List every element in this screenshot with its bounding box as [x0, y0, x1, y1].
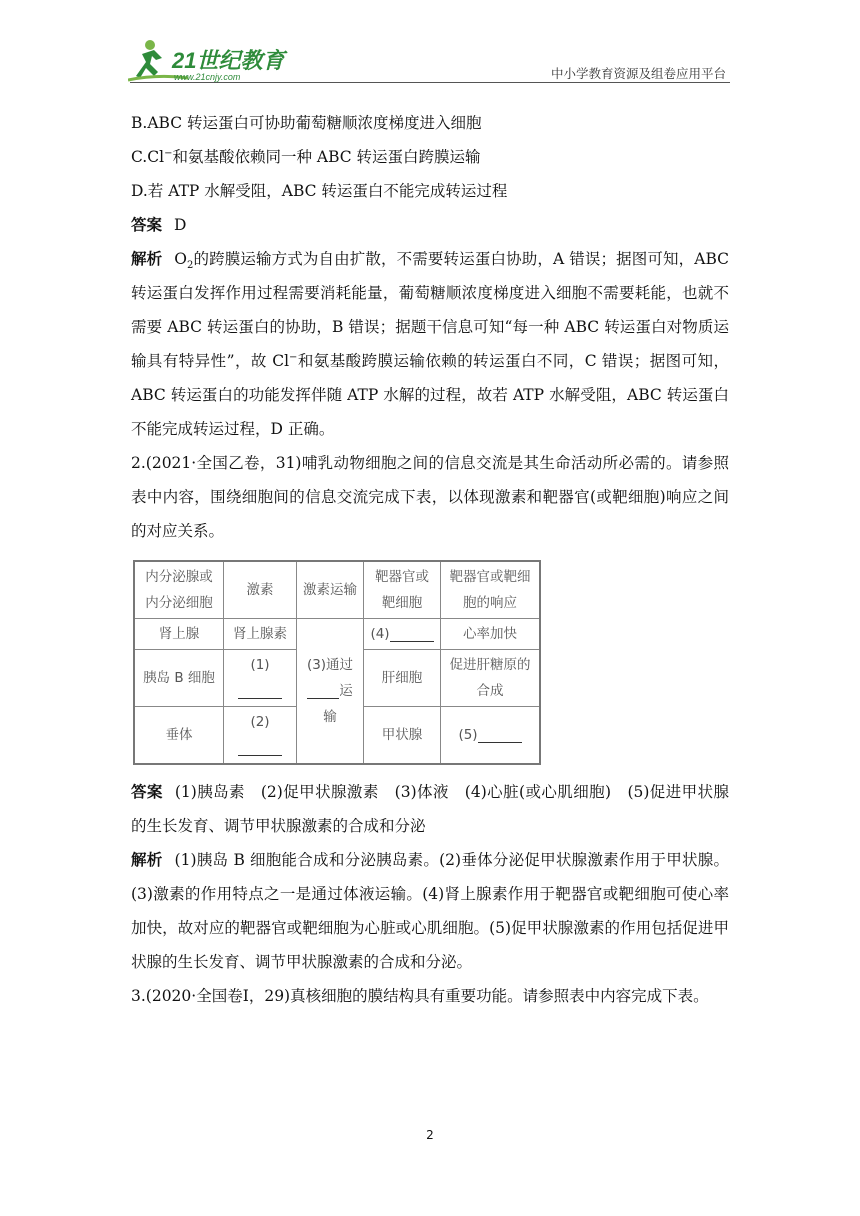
cell-response: 心率加快 [441, 619, 541, 650]
blank-1-label: (1) [250, 657, 270, 673]
transport-blank-line [303, 678, 357, 730]
logo-url: www.21cnjy.com [174, 72, 241, 82]
q2-stem: 2.(2021·全国乙卷，31)哺乳动物细胞之间的信息交流是其生命活动所必需的。请参照表中内容，围绕细胞间的信息交流完成下表，以体现激素和靶器官(或靶细胞)响应之间的对应关系。 [131, 454, 729, 540]
page-content [131, 106, 729, 1013]
th-hormone: 激素 [224, 561, 297, 619]
q1-option-c-pre: C.Cl [131, 148, 165, 166]
transport-label: (3)通过 [306, 657, 354, 673]
blank-5-label: (5) [458, 727, 478, 743]
blank-2 [238, 737, 282, 756]
q2-analysis [131, 843, 729, 979]
th-gland: 内分泌腺或内分泌细胞 [134, 561, 224, 619]
header-platform-text: 中小学教育资源及组卷应用平台 [550, 66, 726, 81]
transport-suffix: 运输 [323, 683, 353, 725]
cell-hormone [224, 707, 297, 765]
table-row [134, 619, 540, 650]
blank-5 [478, 724, 522, 743]
q2-answer-label: 答案 [131, 782, 163, 801]
blank-4-label: (4) [370, 626, 390, 642]
q1-analysis [131, 242, 729, 446]
q2-table [133, 560, 541, 765]
q2-answer [131, 775, 729, 843]
q2-analysis-label: 解析 [131, 850, 163, 869]
cell-target: 甲状腺 [364, 707, 441, 765]
header-divider [130, 82, 730, 83]
cell-gland: 肾上腺 [134, 619, 224, 650]
site-logo [128, 36, 298, 86]
q1-answer-value: D [174, 216, 187, 234]
table-header-row [134, 561, 540, 619]
blank-3 [307, 680, 339, 699]
cell-hormone: 肾上腺素 [224, 619, 297, 650]
q1-answer-label: 答案 [131, 215, 163, 234]
q1-analysis-sub: 2 [186, 260, 194, 272]
q1-option-d: D.若 ATP 水解受阻，ABC 转运蛋白不能完成转运过程 [131, 182, 508, 200]
cell-target [364, 619, 441, 650]
q2-analysis-text: (1)胰岛 B 细胞能合成和分泌胰岛素。(2)垂体分泌促甲状腺激素作用于甲状腺。(3)激素的作用特点之一是通过体液运输。(4)肾上腺素作用于靶器官或靶细胞可使心率加快，故对应的靶器官或靶细胞为心脏或心肌细胞。(5)促甲状腺激素的作用包括促进甲状腺的生长发育、调节甲状腺激素的合成和分泌。 [131, 851, 729, 971]
q1-option-c [131, 140, 729, 174]
q1-analysis-part3: 和氨基酸跨膜运输依赖的转运蛋白不同，C 错误；据图可知，ABC 转运蛋白的功能发挥伴随 ATP 水解的过程，故若 ATP 水解受阻，ABC 转运蛋白不能完成转运过程，D 正确。 [131, 352, 729, 438]
cell-response: 促进肝糖原的合成 [441, 650, 541, 707]
blank-2-label: (2) [250, 714, 270, 730]
th-target: 靶器官或靶细胞 [364, 561, 441, 619]
q3-stem: 3.(2020·全国卷Ⅰ，29)真核细胞的膜结构具有重要功能。请参照表中内容完成下表。 [131, 987, 709, 1005]
cell-gland: 垂体 [134, 707, 224, 765]
page-number: 2 [426, 1128, 434, 1142]
blank-1 [238, 680, 282, 699]
q1-option-c-sup: − [164, 147, 173, 159]
page-header [0, 0, 860, 90]
th-response: 靶器官或靶细胞的响应 [441, 561, 541, 619]
blank-4 [390, 623, 434, 642]
q1-analysis-label: 解析 [131, 249, 163, 268]
q1-option-b: B.ABC 转运蛋白可协助葡萄糖顺浓度梯度进入细胞 [131, 114, 482, 132]
q1-answer [131, 208, 729, 242]
cell-transport [297, 619, 364, 765]
cell-hormone [224, 650, 297, 707]
cell-target: 肝细胞 [364, 650, 441, 707]
q1-analysis-sup: − [289, 351, 298, 363]
q1-analysis-part2: 的跨膜运输方式为自由扩散，不需要转运蛋白协助，A 错误；据图可知，ABC 转运蛋白发挥作用过程需要消耗能量，葡萄糖顺浓度梯度进入细胞不需要耗能，也就不需要 ABC 转运蛋白的协助，B 错误；据题干信息可知“每一种 ABC 转运蛋白对物质运输具有特异性”，故 Cl [131, 250, 729, 370]
logo-text: 21世纪教育 [172, 48, 285, 73]
cell-gland: 胰岛 B 细胞 [134, 650, 224, 707]
th-transport: 激素运输 [297, 561, 364, 619]
cell-response [441, 707, 541, 765]
q2-answer-value: (1)胰岛素 (2)促甲状腺激素 (3)体液 (4)心脏(或心肌细胞) (5)促进甲状腺的生长发育、调节甲状腺激素的合成和分泌 [131, 783, 729, 835]
q1-analysis-part1: O [174, 250, 187, 268]
q1-option-c-post: 和氨基酸依赖同一种 ABC 转运蛋白跨膜运输 [172, 148, 481, 166]
